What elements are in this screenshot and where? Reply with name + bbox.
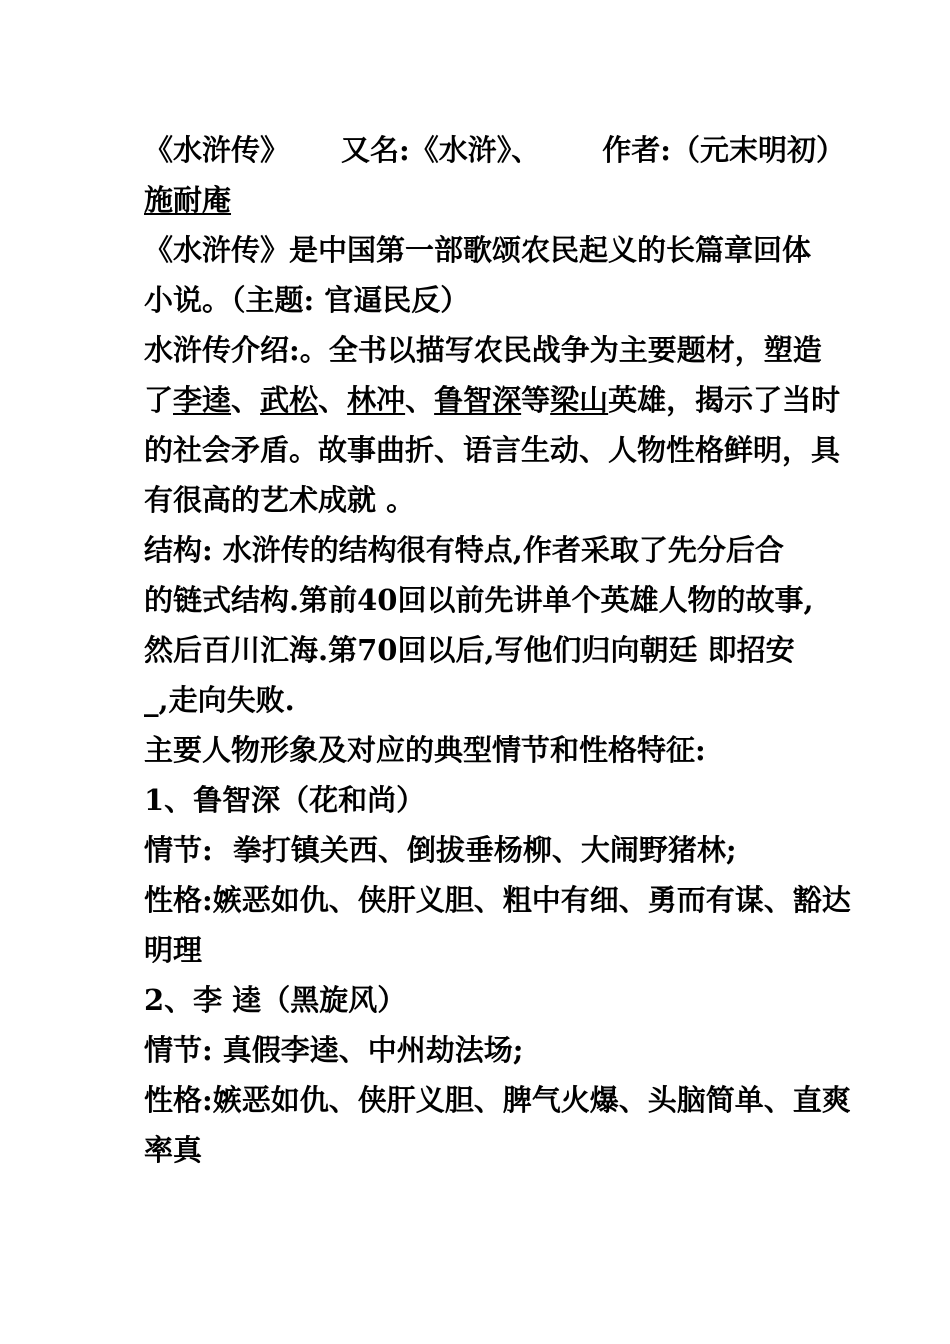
summary-line-3: 的社会矛盾。故事曲折、语言生动、人物性格鲜明，具: [144, 433, 841, 467]
summary-line-2: [144, 380, 840, 420]
place-liangshan: 梁山: [550, 383, 609, 417]
character-2-heading: 2、李 逵（黑旋风）: [144, 983, 407, 1017]
characters-heading: 主要人物形象及对应的典型情节和性格特征:: [144, 733, 706, 767]
separator: 、: [318, 383, 348, 417]
structure-line-1: 结构: 水浒传的结构很有特点,作者采取了先分后合: [144, 533, 784, 567]
character-1-plot: 情节: 拳打镇关西、倒拔垂杨柳、大闹野猪林;: [144, 833, 737, 867]
connector: 等: [521, 383, 551, 417]
hero-li-kui: 李逵: [173, 383, 232, 417]
summary-line-1: 水浒传介绍:。全书以描写农民战争为主要题材，塑造: [144, 333, 822, 367]
hero-lu-zhishen: 鲁智深: [434, 383, 522, 417]
hero-wu-song: 武松: [260, 383, 319, 417]
hero-lin-chong: 林冲: [347, 383, 406, 417]
author-line: [144, 180, 231, 220]
character-2-trait-cont: 率真: [144, 1133, 203, 1167]
intro-line-2: 小说。（主题: 官逼民反）: [144, 283, 470, 317]
title-line: [144, 130, 845, 170]
work-title: 《水浒传》: [144, 133, 290, 167]
intro-line-1: 《水浒传》是中国第一部歌颂农民起义的长篇章回体: [144, 233, 812, 267]
character-2-plot: 情节: 真假李逵、中州劫法场;: [144, 1033, 524, 1067]
structure-line-2: 的链式结构.第前40回以前先讲单个英雄人物的故事,: [144, 583, 814, 617]
structure-line-4: _,走向失败.: [144, 683, 295, 717]
alternate-name: 又名:《水浒》、: [341, 133, 541, 167]
summary-prefix: 了: [144, 383, 174, 417]
author-name: 施耐庵: [144, 183, 232, 217]
character-1-trait-cont: 明理: [144, 933, 203, 967]
character-1-trait: 性格:嫉恶如仇、侠肝义胆、粗中有细、勇而有谋、豁达: [144, 883, 851, 917]
character-2-trait: 性格:嫉恶如仇、侠肝义胆、脾气火爆、头脑简单、直爽: [144, 1083, 851, 1117]
summary-suffix: 英雄，揭示了当时: [608, 383, 841, 417]
separator: 、: [405, 383, 435, 417]
summary-line-4: 有很高的艺术成就 。: [144, 483, 416, 517]
structure-line-3: 然后百川汇海.第70回以后,写他们归向朝廷 即招安: [144, 633, 795, 667]
character-1-heading: 1、鲁智深（花和尚）: [144, 783, 426, 817]
separator: 、: [231, 383, 261, 417]
author-label: 作者:（元末明初）: [602, 133, 845, 167]
